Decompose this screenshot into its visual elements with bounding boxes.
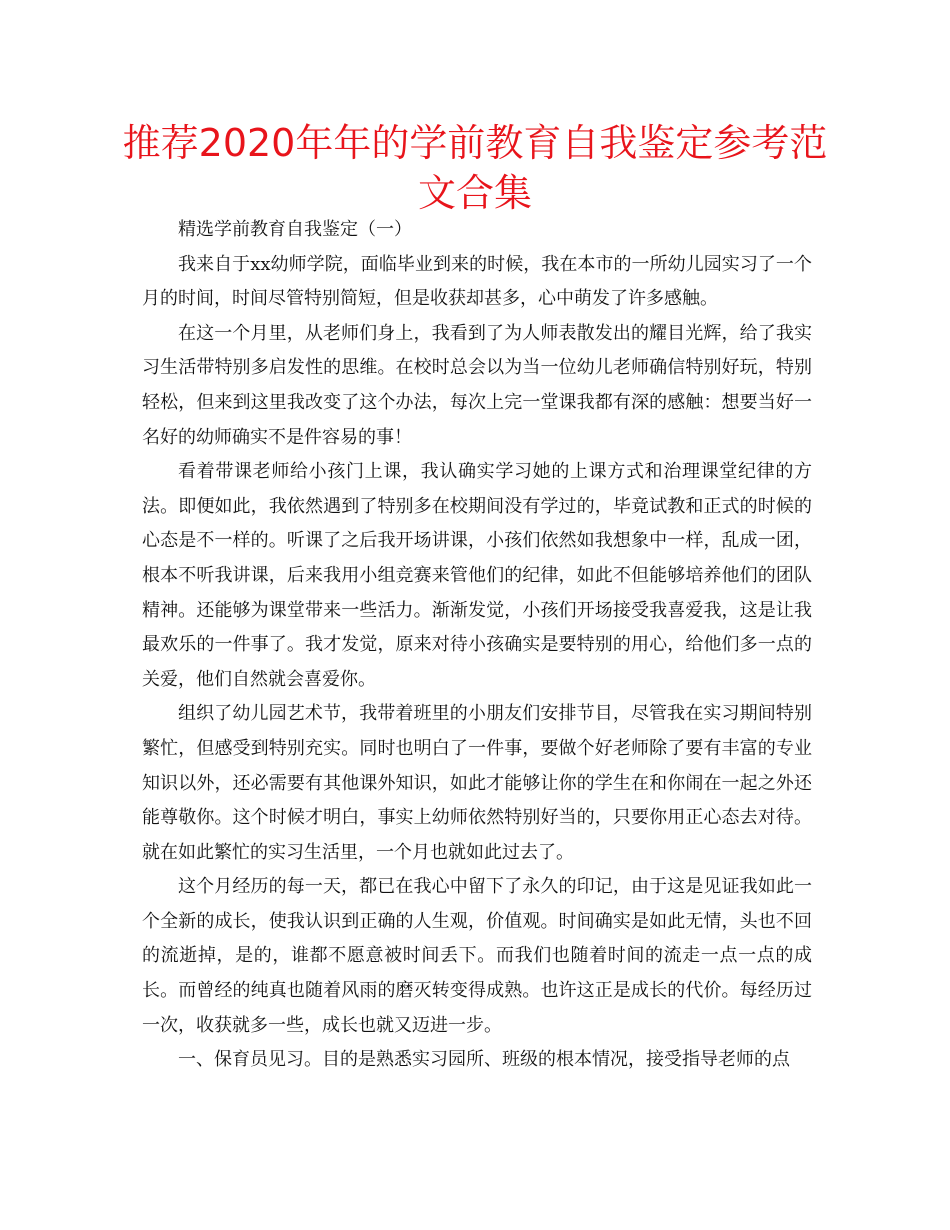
paragraph: 这个月经历的每一天，都已在我心中留下了永久的印记，由于这是见证我如此一个全新的成长，使我认识到正确的人生观，价值观。时间确实是如此无情，头也不回的流逝掉，是的，谁都不愿意被时间丢下。而我们也随着时间的流走一点一点的成长。而曾经的纯真也随着风雨的磨灭转变得成熟。也许这正是成长的代价。每经历过一次，收获就多一些，成长也就又迈进一步。 [142, 876, 812, 1036]
paragraph: 看着带课老师给小孩门上课，我认确实学习她的上课方式和治理课堂纪律的方法。即便如此，我依然遇到了特别多在校期间没有学过的，毕竟试教和正式的时候的心态是不一样的。听课了之后我开场讲课，小孩们依然如我想象中一样，乱成一团，根本不听我讲课，后来我用小组竞赛来管他们的纪律，如此不但能够培养他们的团队精神。还能够为课堂带来一些活力。渐渐发觉，小孩们开场接受我喜爱我，这是让我最欢乐的一件事了。我才发觉，原来对待小孩确实是要特别的用心，给他们多一点的关爱，他们自然就会喜爱你。 [142, 461, 812, 690]
document-body [142, 213, 812, 1078]
paragraph: 组织了幼儿园艺术节，我带着班里的小朋友们安排节目，尽管我在实习期间特别繁忙，但感受到特别充实。同时也明白了一件事，要做个好老师除了要有丰富的专业知识以外，还必需要有其他课外知识，如此才能够让你的学生在和你闹在一起之外还能尊敬你。这个时候才明白，事实上幼师依然特别好当的，只要你用正心态去对待。就在如此繁忙的实习生活里，一个月也就如此过去了。 [142, 703, 812, 863]
paragraph-heading: 精选学前教育自我鉴定（一） [178, 219, 412, 240]
paragraph: 我来自于xx幼师学院，面临毕业到来的时候，我在本市的一所幼儿园实习了一个月的时间，时间尽管特别简短，但是收获却甚多，心中萌发了许多感触。 [142, 253, 812, 310]
paragraph: 在这一个月里，从老师们身上，我看到了为人师表散发出的耀目光辉，给了我实习生活带特别多启发性的思维。在校时总会以为当一位幼儿老师确信特别好玩，特别轻松，但来到这里我改变了这个办法，每次上完一堂课我都有深的感触：想要当好一名好的幼师确实不是件容易的事！ [142, 322, 812, 448]
document-title: 推荐2020年年的学前教育自我鉴定参考范文合集 [122, 121, 828, 215]
paragraph: 一、保育员见习。目的是熟悉实习园所、班级的根本情况，接受指导老师的点 [178, 1049, 790, 1071]
